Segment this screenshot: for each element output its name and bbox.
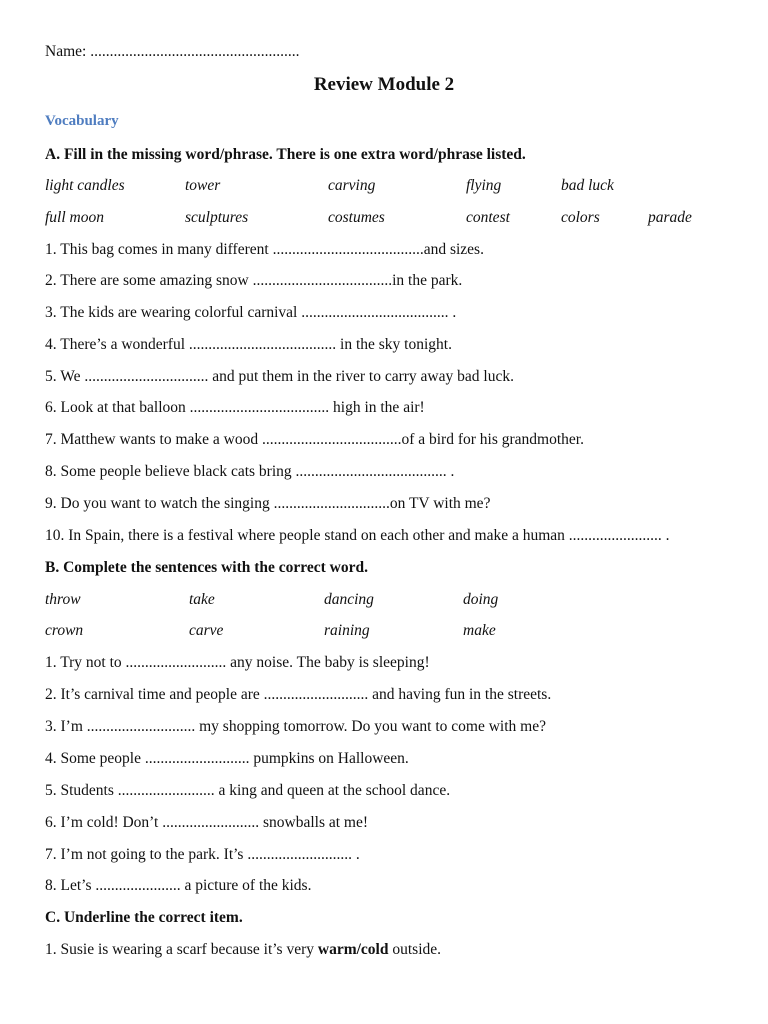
- section-a-item-4: 4. There’s a wonderful ...................................... in the sky tonight.: [45, 336, 452, 353]
- section-c-instruction: C. Underline the correct item.: [45, 909, 243, 926]
- word-bank-item: carve: [189, 622, 224, 639]
- section-a-item-1: 1. This bag comes in many different .......................................and sizes.: [45, 241, 484, 258]
- section-b-item-7: 7. I’m not going to the park. It’s ........................... .: [45, 846, 360, 863]
- word-bank-item: bad luck: [561, 177, 614, 194]
- section-b-item-8: 8. Let’s ...................... a picture of the kids.: [45, 877, 312, 894]
- section-c-item-1: [45, 941, 441, 959]
- section-a-item-9: 9. Do you want to watch the singing ..............................on TV with me?: [45, 495, 491, 512]
- section-a-item-7: 7. Matthew wants to make a wood ....................................of a bird for his grandmother.: [45, 431, 584, 448]
- word-bank-item: parade: [648, 209, 692, 226]
- section-a-item-8: 8. Some people believe black cats bring ....................................... .: [45, 463, 455, 480]
- word-bank-item: flying: [466, 177, 502, 194]
- word-bank-item: full moon: [45, 209, 104, 226]
- section-b-item-2: 2. It’s carnival time and people are ........................... and having fun in the streets.: [45, 686, 552, 703]
- section-c-item-1-after: outside.: [388, 941, 442, 958]
- section-b-item-4: 4. Some people ........................... pumpkins on Halloween.: [45, 750, 409, 767]
- page-title: Review Module 2: [313, 74, 455, 95]
- word-bank-item: light candles: [45, 177, 125, 194]
- section-a-instruction: A. Fill in the missing word/phrase. There is one extra word/phrase listed.: [45, 146, 526, 163]
- section-c-item-1-before: 1. Susie is wearing a scarf because it’s very: [45, 941, 318, 958]
- section-b-item-3: 3. I’m ............................ my shopping tomorrow. Do you want to come with me?: [45, 718, 546, 735]
- section-b-item-5: 5. Students ......................... a king and queen at the school dance.: [45, 782, 451, 799]
- section-b-item-1: 1. Try not to .......................... any noise. The baby is sleeping!: [45, 654, 430, 671]
- vocabulary-heading: Vocabulary: [45, 113, 119, 129]
- name-line: Name: ......................................................: [45, 43, 300, 60]
- section-b-item-6: 6. I’m cold! Don’t ......................... snowballs at me!: [45, 814, 369, 831]
- word-bank-item: make: [463, 622, 496, 639]
- word-bank-item: costumes: [328, 209, 385, 226]
- word-bank-item: contest: [466, 209, 510, 226]
- section-c-item-1-options: warm/cold: [317, 941, 389, 958]
- word-bank-item: take: [189, 591, 215, 608]
- section-a-item-6: 6. Look at that balloon .................................... high in the air!: [45, 399, 425, 416]
- section-a-item-10: 10. In Spain, there is a festival where people stand on each other and make a human ........................ .: [45, 527, 670, 544]
- word-bank-item: sculptures: [185, 209, 249, 226]
- section-b-instruction: B. Complete the sentences with the correct word.: [45, 559, 368, 576]
- word-bank-item: colors: [561, 209, 600, 226]
- word-bank-item: doing: [463, 591, 499, 608]
- word-bank-item: carving: [328, 177, 376, 194]
- word-bank-item: throw: [45, 591, 81, 608]
- word-bank-item: crown: [45, 622, 84, 639]
- word-bank-item: dancing: [324, 591, 374, 608]
- section-a-item-2: 2. There are some amazing snow ....................................in the park.: [45, 272, 463, 289]
- section-a-item-3: 3. The kids are wearing colorful carnival ...................................... .: [45, 304, 457, 321]
- section-a-item-5: 5. We ................................ and put them in the river to carry away bad luck.: [45, 368, 514, 385]
- word-bank-item: tower: [185, 177, 221, 194]
- word-bank-item: raining: [324, 622, 370, 639]
